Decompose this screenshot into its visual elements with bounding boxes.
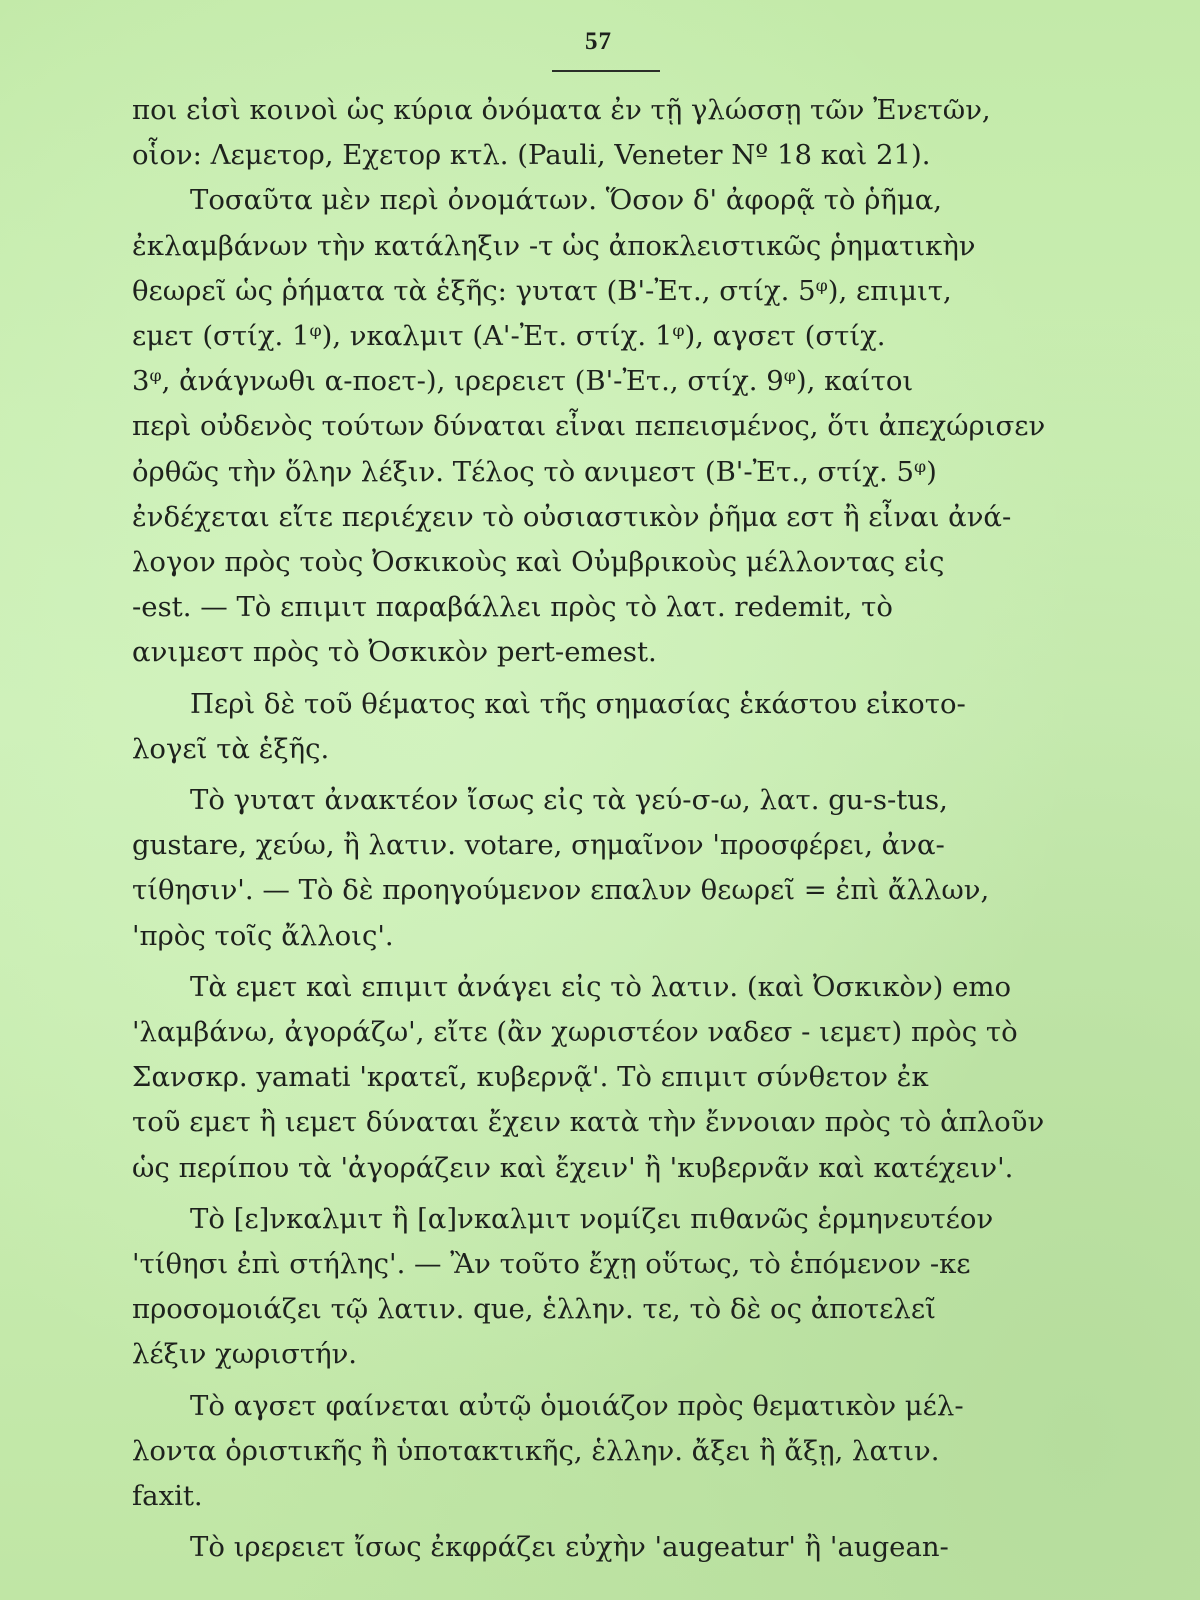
text-line: τοῦ εμετ ἢ ιεμετ δύναται ἔχειν κατὰ τὴν ἔννοιαν πρὸς τὸ ἁπλοῦν	[132, 1106, 1045, 1139]
text-line: ανιμεστ πρὸς τὸ Ὀσκικὸν pert-emest.	[132, 636, 657, 669]
text-line: ποι εἰσὶ κοινοὶ ὡς κύρια ὀνόματα ἐν τῇ γλώσσῃ τῶν Ἐνετῶν,	[132, 94, 991, 126]
text-line: Τοσαῦτα μὲν περὶ ὀνομάτων. Ὅσον δ' ἀφορᾷ τὸ ῥῆμα,	[190, 184, 943, 217]
text-line: λογον πρὸς τοὺς Ὀσκικοὺς καὶ Οὐμβρικοὺς μέλλοντας εἰς	[132, 546, 945, 579]
text-line: Τὸ [ε]νκαλμιτ ἢ [α]νκαλμιτ νομίζει πιθανῶς ἑρμηνευτέον	[190, 1202, 994, 1235]
text-line: 'λαμβάνω, ἀγοράζω', εἴτε (ἂν χωριστέον ναδεσ - ιεμετ) πρὸς τὸ	[132, 1016, 1018, 1049]
text-line: θεωρεῖ ὡς ῥήματα τὰ ἑξῆς: γυτατ (Β'-Ἐτ., στίχ. 5ᵠ), επιμιτ,	[132, 274, 952, 307]
text-line: faxit.	[132, 1480, 203, 1513]
text-line: οἷον: Λεμετορ, Εχετορ κτλ. (Pauli, Veneter Nº 18 καὶ 21).	[132, 139, 931, 172]
text-line: λοντα ὁριστικῆς ἢ ὑποτακτικῆς, ἑλλην. ἄξει ἢ ἄξῃ, λατιν.	[132, 1434, 940, 1467]
text-line: gustare, χεύω, ἢ λατιν. votare, σημαῖνον 'προσφέρει, ἀνα-	[132, 829, 945, 862]
text-line: Τὸ γυτατ ἀνακτέον ἴσως εἰς τὰ γεύ-σ-ω, λατ. gu-s-tus,	[190, 784, 948, 817]
text-line: -est. — Τὸ επιμιτ παραβάλλει πρὸς τὸ λατ. redemit, τὸ	[132, 591, 893, 624]
text-line: εμετ (στίχ. 1ᵠ), νκαλμιτ (Α'-Ἐτ. στίχ. 1ᵠ), αγσετ (στίχ.	[132, 320, 886, 353]
body-text	[132, 88, 1050, 1571]
text-line: 'τίθησι ἐπὶ στήλης'. — Ἂν τοῦτο ἔχῃ οὕτως, τὸ ἑπόμενον -κε	[132, 1248, 971, 1281]
text-line: λέξιν χωριστήν.	[132, 1338, 358, 1371]
text-line: περὶ οὐδενὸς τούτων δύναται εἶναι πεπεισμένος, ὅτι ἀπεχώρισεν	[132, 410, 1046, 443]
text-line: 'πρὸς τοῖς ἄλλοις'.	[132, 919, 394, 952]
text-line: Τὸ αγσετ φαίνεται αὐτῷ ὁμοιάζον πρὸς θεματικὸν μέλ-	[190, 1389, 964, 1422]
page-number: 57	[585, 28, 612, 55]
text-line: ὡς περίπου τὰ 'ἀγοράζειν καὶ ἔχειν' ἢ 'κυβερνᾶν καὶ κατέχειν'.	[132, 1151, 1014, 1184]
header-rule	[552, 70, 660, 72]
text-line: Περὶ δὲ τοῦ θέματος καὶ τῆς σημασίας ἑκάστου εἰκοτο-	[190, 687, 966, 720]
text-line: ἐκλαμβάνων τὴν κατάληξιν -τ ὡς ἀποκλειστικῶς ῥηματικὴν	[132, 229, 976, 262]
text-line: Τὰ εμετ καὶ επιμιτ ἀνάγει εἰς τὸ λατιν. (καὶ Ὀσκικὸν) emo	[190, 970, 1012, 1003]
text-line: λογεῖ τὰ ἑξῆς.	[132, 732, 330, 765]
text-line: ὀρθῶς τὴν ὅλην λέξιν. Τέλος τὸ ανιμεστ (Β'-Ἐτ., στίχ. 5ᵠ)	[132, 455, 937, 488]
text-line: Τὸ ιρερειετ ἴσως ἐκφράζει εὐχὴν 'augeatur' ἢ 'augean-	[190, 1531, 949, 1564]
text-line: ἐνδέχεται εἴτε περιέχειν τὸ οὐσιαστικὸν ῥῆμα εστ ἢ εἶναι ἀνά-	[132, 500, 1012, 533]
text-line: προσομοιάζει τῷ λατιν. que, ἑλλην. τε, τὸ δὲ ος ἀποτελεῖ	[132, 1293, 936, 1326]
text-line: 3ᵠ, ἀνάγνωθι α-ποετ-), ιρερειετ (Β'-Ἐτ., στίχ. 9ᵠ), καίτοι	[132, 365, 914, 398]
text-line: τίθησιν'. — Τὸ δὲ προηγούμενον επαλυν θεωρεῖ = ἐπὶ ἄλλων,	[132, 874, 990, 907]
text-line: Σανσκρ. yamati 'κρατεῖ, κυβερνᾷ'. Τὸ επιμιτ σύνθετον ἐκ	[132, 1061, 929, 1094]
